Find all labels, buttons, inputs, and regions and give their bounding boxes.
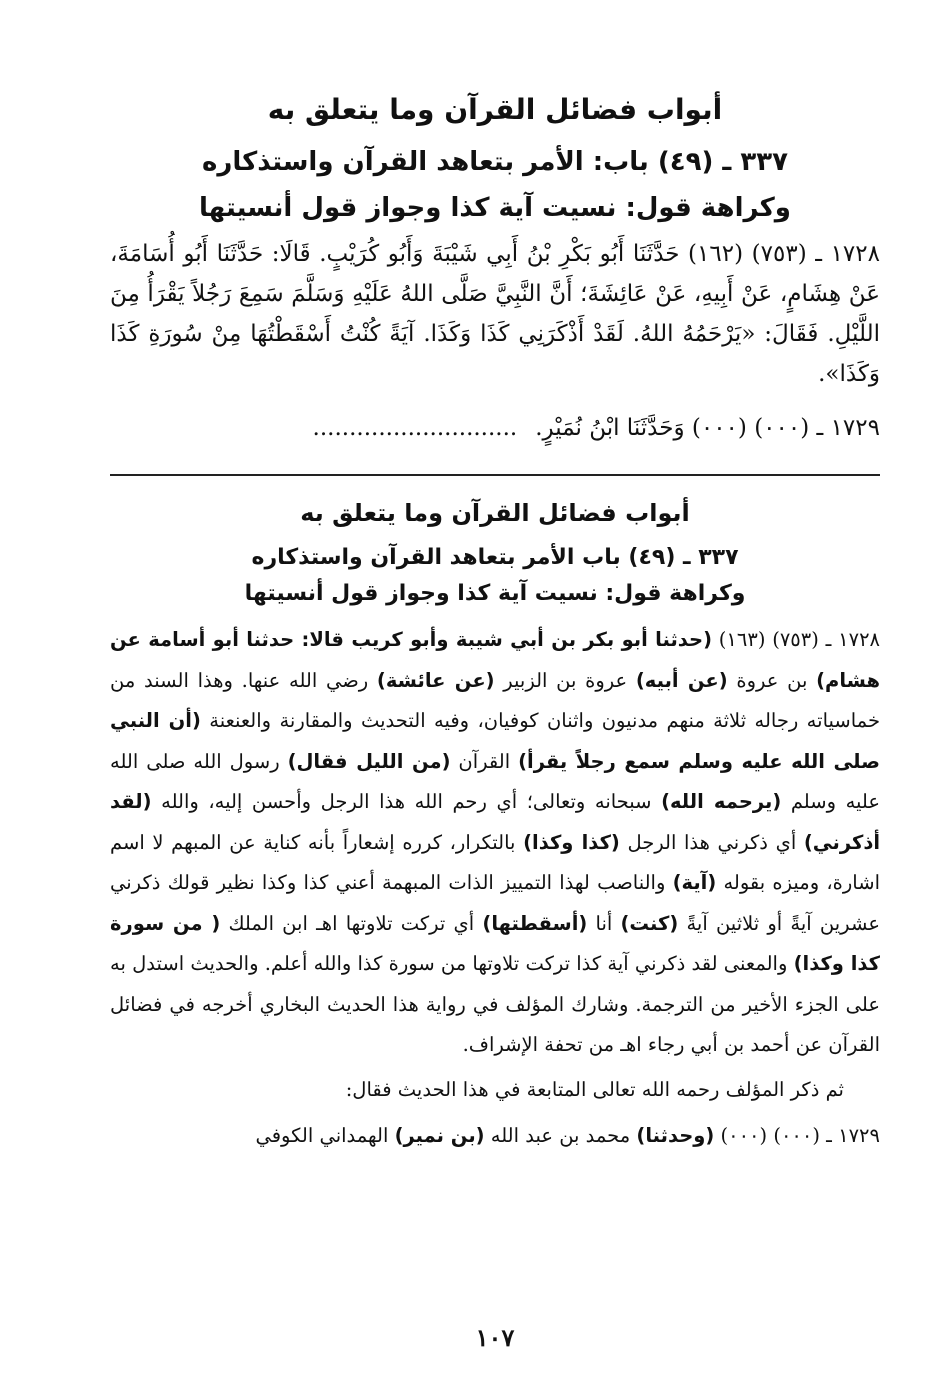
document-page	[110, 82, 880, 1352]
commentary-segment: ١٧٢٨ ـ (٧٥٣) (١٦٣)	[712, 628, 881, 651]
quoted-text: (أن النبي صلى الله عليه وسلم سمع رجلاً يقرأ)	[110, 709, 880, 773]
commentary-segment: والناصب لهذا التمييز الذات المبهمة أعني كذا وكذا نظير قولك ذكرني عشرين آيةً أو ثلاثين آيةً	[110, 871, 880, 935]
section-divider	[110, 474, 880, 476]
quoted-text: (وحدثنا)	[636, 1123, 715, 1147]
commentary-segment: رضي الله عنها. وهذا السند من خماسياته رجاله ثلاثة منهم مدنيون واثنان كوفيان، وفيه التحديث والمقارنة والعنعنة	[110, 668, 880, 732]
commentary-segment: عروة بن الزبير	[494, 668, 636, 692]
quoted-text: (كذا وكذا)	[523, 830, 620, 854]
bottom-book-title: أبواب فضائل القرآن وما يتعلق به	[300, 499, 690, 527]
commentary-segment: بالتكرار، كرره إشعاراً بأنه كناية عن المبهم لا اسم اشارة، وميزه بقوله	[110, 830, 880, 894]
next-hadith-commentary	[110, 1116, 880, 1156]
quoted-text: (لقد أذكرني)	[110, 790, 881, 854]
quoted-text: (كنت)	[620, 911, 679, 935]
quoted-text: (آية)	[672, 871, 717, 894]
commentary-segment: محمد بن عبد الله	[484, 1123, 637, 1147]
commentary-segment: والمعنى لقد ذكرني آية كذا تركت تلاوتها من سورة كذا والله أعلم. والحديث استدل به على الجزء الأخير من الترجمة. وشارك المؤلف في رواية هذا الحديث البخاري أخرجه في فضائل القرآن عن أحمد بن أبي رجاء اهـ من تحفة الإشراف.	[110, 952, 880, 1056]
quoted-text: (حدثنا أبو بكر بن أبي شيبة وأبو كريب قالا: حدثنا أبو أسامة عن هشام)	[110, 628, 880, 692]
commentary-segment: القرآن	[450, 749, 519, 773]
quoted-text: ( من سورة كذا وكذا)	[110, 911, 881, 975]
bottom-chapter-title-line2: وكراهة قول: نسيت آية كذا وجواز قول أنسيتها	[244, 581, 746, 606]
continuation-dots: ............................	[312, 415, 518, 441]
quoted-text: (بن نمير)	[394, 1123, 485, 1147]
quoted-text: (عن أبيه)	[635, 668, 728, 692]
commentary-segment: أنا	[587, 911, 621, 935]
top-chapter-title-line2: وكراهة قول: نسيت آية كذا وجواز قول أنسيتها	[199, 193, 791, 223]
quoted-text: (عن عائشة)	[376, 668, 495, 692]
commentary-segment: سبحانه وتعالى؛ أي رحم الله هذا الرجل وأحسن إليه، والله	[151, 790, 662, 813]
commentary-paragraph	[110, 620, 880, 1066]
top-book-title: أبواب فضائل القرآن وما يتعلق به	[267, 93, 723, 126]
next-hadith-line	[110, 408, 880, 448]
follow-up-intro: ثم ذكر المؤلف رحمه الله تعالى المتابعة في هذا الحديث فقال:	[345, 1077, 844, 1101]
page-number: ١٠٧	[475, 1323, 515, 1352]
commentary-segment: بن عروة	[727, 668, 817, 692]
commentary-segment: أي ذكرني هذا الرجل	[619, 830, 804, 854]
commentary-segment: رسول الله صلى الله عليه وسلم	[110, 749, 880, 813]
hadith-text: ١٧٢٨ ـ (٧٥٣) (١٦٢) حَدَّثَنَا أَبُو بَكْرِ بْنُ أَبِي شَيْبَةَ وَأَبُو كُرَيْبٍ. قَالَا: حَدَّثَنَا أَبُو أُسَامَةَ، عَنْ هِشَامٍ، عَنْ أَبِيهِ، عَنْ عَائِشَةَ؛ أَنَّ النَّبِيَّ صَلَّى اللهُ عَلَيْهِ وَسَلَّمَ سَمِعَ رَجُلاً يَقْرَأُ مِنَ اللَّيْلِ. فَقَالَ: «يَرْحَمُهُ اللهُ. لَقَدْ أَذْكَرَنِي كَذَا وَكَذَا. آيَةً كُنْتُ أَسْقَطْتُهَا مِنْ سُورَةِ كَذَا وَكَذَا».	[110, 241, 880, 387]
quoted-text: (من الليل فقال)	[287, 749, 451, 773]
bottom-chapter-title-line1: ٣٣٧ ـ (٤٩) باب الأمر بتعاهد القرآن واستذكاره	[251, 545, 739, 570]
next-hadith-text: ١٧٢٩ ـ (٠٠٠) (٠٠٠) وَحَدَّثَنَا ابْنُ نُمَيْرٍ.	[535, 415, 880, 441]
quoted-text: (يرحمه الله)	[661, 790, 782, 813]
commentary-segment: ١٧٢٩ ـ (٠٠٠) (٠٠٠)	[714, 1123, 880, 1147]
quoted-text: (أسقطتها)	[482, 911, 588, 935]
top-chapter-title-line1: ٣٣٧ ـ (٤٩) باب: الأمر بتعاهد القرآن واستذكاره	[202, 147, 788, 177]
commentary-segment: الهمداني الكوفي	[255, 1123, 395, 1147]
commentary-segment: أي تركت تلاوتها اهـ ابن الملك	[220, 911, 483, 935]
